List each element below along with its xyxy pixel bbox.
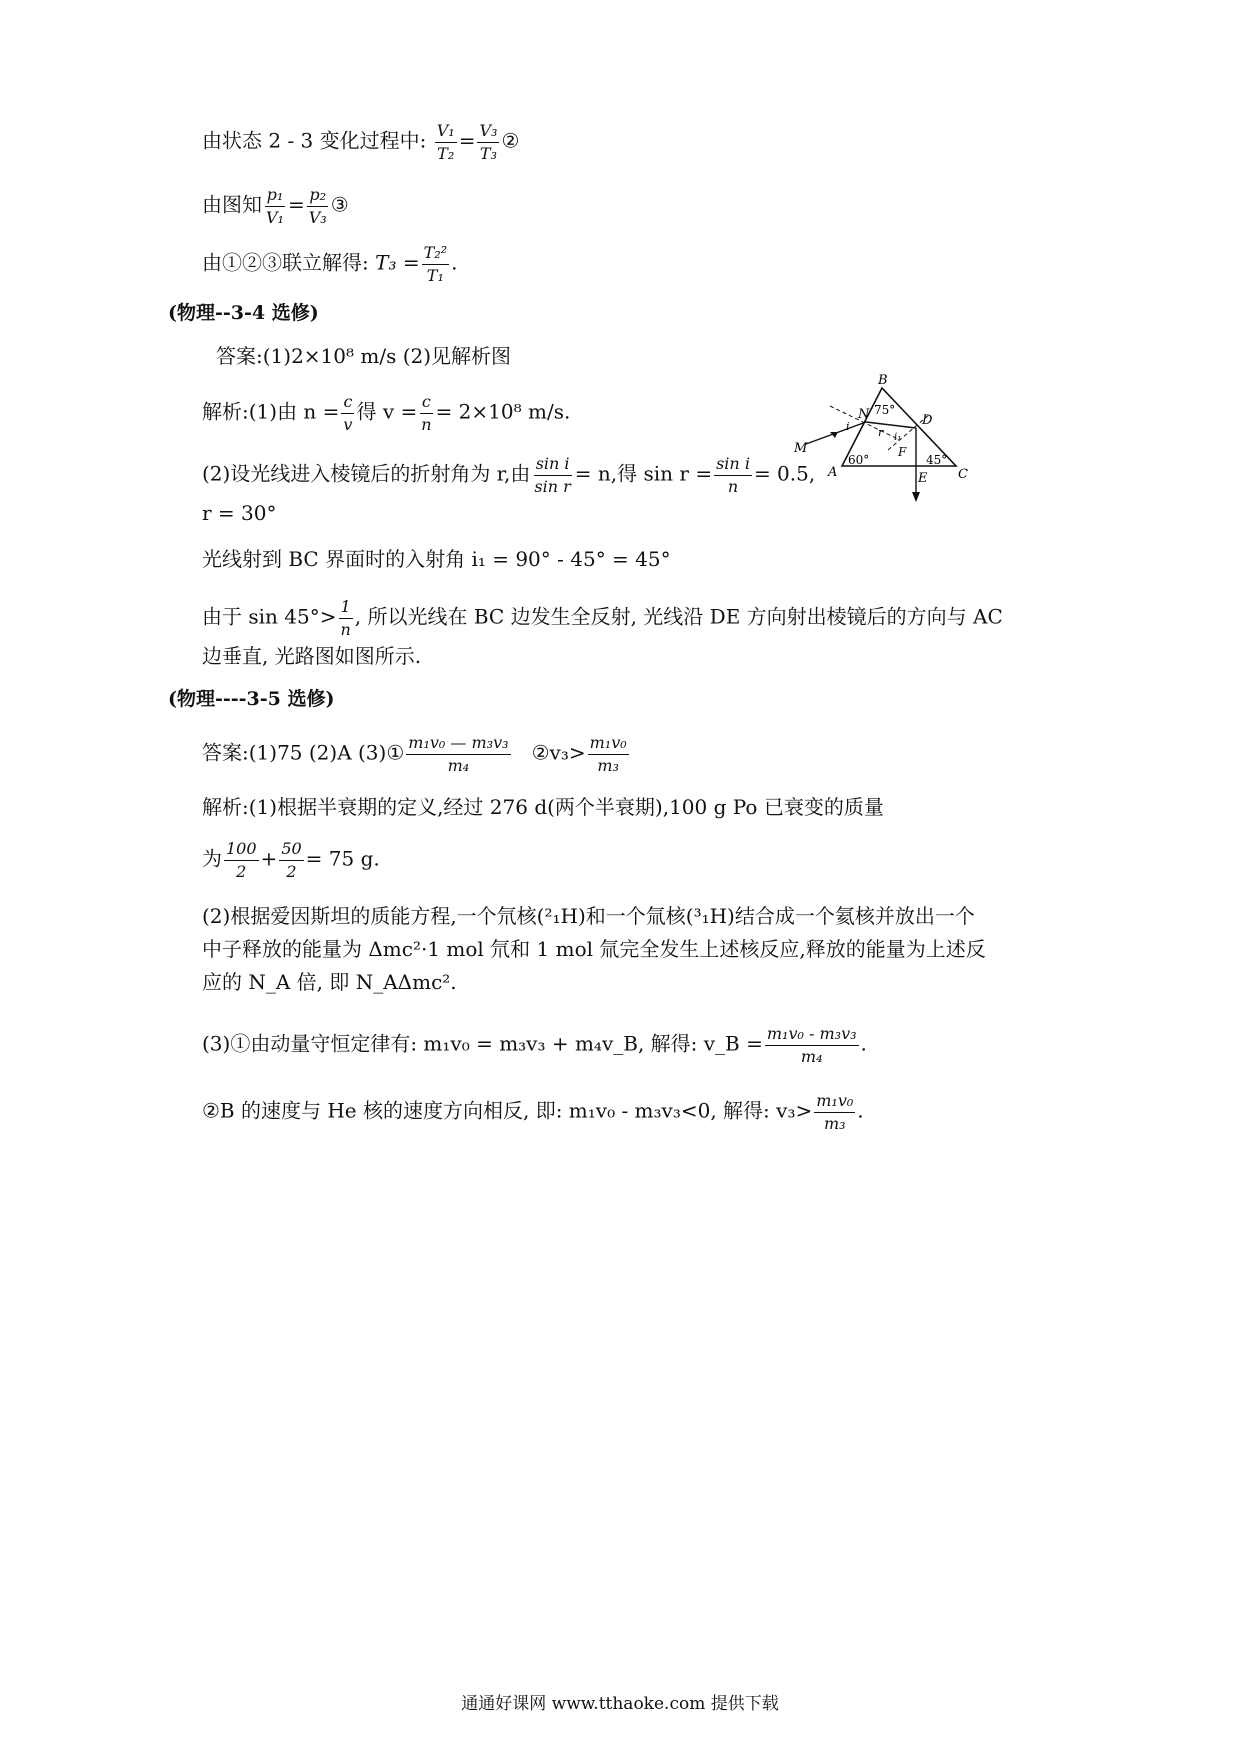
label-d: D [922, 413, 933, 428]
fraction-v3-t3: $\frac{\text{V₃}}{\text{T₃}}$ [479, 121, 498, 163]
label-m: M [794, 441, 808, 456]
fraction-v1-t2: $\frac{\text{V₁}}{\text{T₂}}$ [436, 121, 455, 163]
explanation-3-4-part2: (2)设光线进入棱镜后的折射角为 r,由 $\frac{\text{sin i}}{\text{sin r}}$ = n,得 sin r = $\frac{\text{sin i}}{n}$ = 0.5, [202, 454, 816, 496]
page-footer: 通通好课网 www.tthaoke.com 提供下载 [461, 1694, 779, 1714]
fraction-v3: $\frac{\text{m₁v₀}}{\text{m₃}}$ [816, 1091, 854, 1133]
fraction-answer-vb: $\frac{\text{m₁v₀ — m₃v₃}}{\text{m₄}}$ [408, 733, 509, 775]
state-2-3-equation: 由状态 2 - 3 变化过程中: $\frac{\text{V₁}}{\text{T₂}}$ = $\frac{\text{V₃}}{\text{T₃}}$ ② [202, 121, 520, 163]
label-b: B [878, 373, 888, 388]
section-heading-3-4: (物理--3-4 选修) [168, 302, 319, 324]
decayed-mass-line: 为 $\frac{100}{2}$ + $\frac{50}{2}$ = 75 g. [202, 839, 380, 881]
total-reflection-line: 由于 sin 45°> $\frac{1}{n}$ , 所以光线在 BC 边发生全反射, 光线沿 DE 方向射出棱镜后的方向与 AC [202, 597, 1003, 639]
label-i: i [846, 420, 850, 433]
incidence-angle-line: 光线射到 BC 界面时的入射角 i₁ = 90° - 45° = 45° [202, 547, 671, 571]
answer-3-5: 答案:(1)75 (2)A (3)① $\frac{\text{m₁v₀ — m₃v₃}}{\text{m₄}}$ ②v₃> $\frac{\text{m₁v₀}}{\text{m₃}}$ [202, 733, 627, 775]
label-i1: i₁ [894, 432, 902, 443]
fraction-answer-v3: $\frac{\text{m₁v₀}}{\text{m₃}}$ [589, 733, 627, 775]
label-c: C [958, 467, 968, 482]
label-a: A [828, 465, 838, 480]
label-r: r [878, 426, 884, 439]
explanation-3-5-part2-line2: 中子释放的能量为 Δmc²·1 mol 氘和 1 mol 氚完全发生上述核反应,释放的能量为上述反 [202, 937, 986, 961]
fraction-p2-v3: $\frac{\text{p₂}}{\text{V₃}}$ [308, 185, 327, 227]
conclusion-line: 边垂直, 光路图如图所示. [202, 644, 422, 668]
fraction-sini-sinr: $\frac{\text{sin i}}{\text{sin r}}$ [534, 454, 571, 496]
label-n: N [858, 407, 870, 422]
momentum-equation-line: (3)①由动量守恒定律有: m₁v₀ = m₃v₃ + m₄v_B, 解得: v_B = $\frac{\text{m₁v₀ - m₃v₃}}{\text{m₄}}$ . [202, 1024, 867, 1066]
angle-75: 75° [874, 403, 896, 417]
angle-45: 45° [926, 453, 948, 467]
exit-arrow-icon [912, 492, 920, 502]
refracted-ray [866, 422, 916, 428]
fraction-100-2: $\frac{100}{2}$ [226, 839, 257, 881]
explanation-3-5-part1: 解析:(1)根据半衰期的定义,经过 276 d(两个半衰期),100 g Po 已衰变的质量 [202, 795, 884, 819]
fraction-sini-n: $\frac{\text{sin i}}{n}$ [716, 454, 750, 496]
solve-equation: 由①②③联立解得: T₃ = $\frac{\text{T₂²}}{\text{T₁}}$ . [202, 243, 458, 285]
fraction-1-n: $\frac{1}{n}$ [340, 597, 351, 639]
explanation-3-5-part2-line1: (2)根据爱因斯坦的质能方程,一个氘核(²₁H)和一个氚核(³₁H)结合成一个氦核并放出一个 [202, 904, 975, 928]
direction-condition-line: ②B 的速度与 He 核的速度方向相反, 即: m₁v₀ - m₃v₃<0, 解得: v₃> $\frac{\text{m₁v₀}}{\text{m₃}}$ . [202, 1091, 864, 1133]
fraction-t2sq-t1: $\frac{\text{T₂²}}{\text{T₁}}$ [423, 243, 448, 285]
prism-ray-diagram [780, 370, 990, 510]
answer-3-4: 答案:(1)2×10⁸ m/s (2)见解析图 [216, 344, 512, 368]
fraction-p1-v1: $\frac{\text{p₁}}{\text{V₁}}$ [266, 185, 284, 227]
graph-equation: 由图知 $\frac{\text{p₁}}{\text{V₁}}$ = $\frac{\text{p₂}}{\text{V₃}}$ ③ [202, 185, 349, 227]
explanation-3-5-part2-line3: 应的 N_A 倍, 即 N_AΔmc². [202, 970, 457, 994]
fraction-50-2: $\frac{50}{2}$ [281, 839, 302, 881]
label-e: E [918, 471, 928, 486]
fraction-vb: $\frac{\text{m₁v₀ - m₃v₃}}{\text{m₄}}$ [766, 1024, 857, 1066]
angle-60: 60° [848, 453, 870, 467]
fraction-c-v: $\frac{c}{v}$ [343, 392, 353, 434]
section-heading-3-5: (物理----3-5 选修) [168, 688, 335, 710]
explanation-3-4-part1: 解析:(1)由 n = $\frac{c}{v}$ 得 v = $\frac{c}{n}$ = 2×10⁸ m/s. [202, 392, 571, 434]
fraction-c-n: $\frac{c}{n}$ [421, 392, 432, 434]
refraction-angle-value: r = 30° [202, 501, 277, 525]
label-f: F [898, 445, 907, 459]
